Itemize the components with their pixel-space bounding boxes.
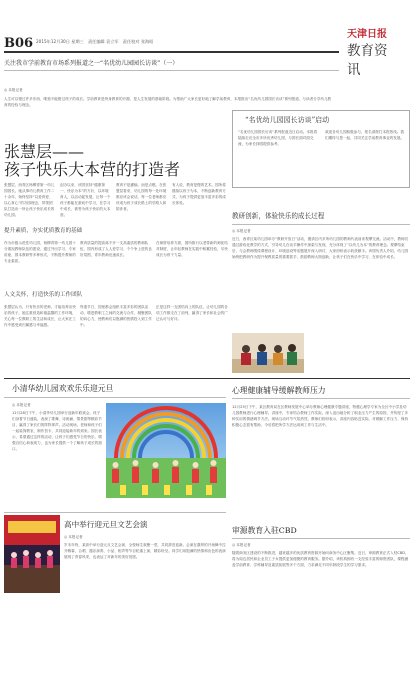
masthead-rule — [4, 51, 339, 53]
subhead-2: 人文关怀，打造快乐的工作团队 — [4, 292, 83, 298]
report1-rule — [232, 224, 410, 225]
photo-kindergarten-staff — [232, 333, 304, 373]
sidebar-text-right: 欢迎各幼儿园积极参与，报名请拨打本报热线。我们期待与您一起，共同关注学前教育事业的发展。 — [325, 130, 405, 140]
intro-paragraph: 人生可以错过许多东西，唯独不能错过孩子的成长。学前教育是终身教育的开端，是人生发展的基础阶段。为帮助广大家长更好地了解学前教育，本报推出“名优幼儿园园长访谈”系列报道，与读者分享幼儿教育的经验与理念。 — [4, 97, 332, 107]
section-title: 教育资讯 — [347, 43, 388, 78]
intro-byline: ◎ 本报记者 — [4, 88, 23, 92]
section-divider — [4, 378, 410, 379]
report5-rule — [232, 538, 410, 539]
report5-byline: ◎ 本报记者 — [232, 543, 251, 547]
photo-high-school-performance — [4, 515, 60, 593]
photo-performance-image — [4, 515, 60, 593]
sidebar-text-left: “名优幼儿园园长访谈”系列报道近日启动。本报将陆续走访全市多所优秀幼儿园，与园长面对面交流，为家长择园提供参考。 — [238, 130, 318, 146]
report3-rule — [232, 398, 410, 399]
report3-headline: 心理健康辅导缓解教师压力 — [232, 386, 326, 395]
sidebar-box — [232, 110, 410, 188]
report1-byline: ◎ 本报记者 — [232, 229, 251, 233]
main-headline-line-2: 孩子快乐大本营的打造者 — [4, 160, 181, 179]
photo-staff-image — [232, 333, 304, 373]
main-text-col-2: 创办以来，该园坚持“健康第一、快乐为本”的方针，以环境育人，以活动促发展，让每一个孩子都能在游戏中学习，在学习中成长，被誉为孩子快乐的大本营。 — [60, 183, 111, 217]
sidebar-title: “名优幼儿园园长访谈”启动 — [245, 116, 330, 124]
section-subhead: 关注我市学前教育市场系列报道之一“名优幼儿园园长访谈”（一） — [4, 60, 179, 67]
sub2-text-col-1: 张慧层认为，只有快乐的老师，才能培养出快乐的孩子。她注重营造和谐温馨的工作环境，关心每一位教职工的生活和成长，让大家在工作中感受到归属感与幸福感。 — [4, 305, 76, 327]
main-text-col-4: 有人说，教育是慢的艺术。园所将继续以孩子为本，不断创新教育方式，为孩子提供更加丰富多彩的成长体验。 — [172, 183, 226, 205]
report2-headline: 小清华幼儿园欢欢乐乐迎元旦 — [12, 384, 114, 393]
page-meta: 2015年12月30日 星期三 责任编辑 袁立军 责任校对 张海昭 — [36, 39, 154, 44]
photo-new-year-celebration — [106, 403, 226, 498]
report4-headline: 高中举行迎元旦文艺会演 — [64, 520, 148, 529]
report2-rule — [4, 397, 226, 398]
main-text-col-1: 张慧层，西青区杨柳青第一幼儿园园长。她从事幼儿教育工作二十余年，始终坚持“以爱育爱、以心育心”的办园理念，带领团队打造出一所让孩子快乐成长的幼儿园。 — [4, 183, 55, 217]
sub2-text-col-2: 每逢节日，园里都会组织丰富多彩的团队活动，增进教职工之间的交流与合作，凝聚团队的向心力，使教师们以饱满的热情投入到工作中。 — [80, 305, 152, 327]
report2-text-left: 12月28日下午，小清华幼儿园举行迎新年联欢会。孩子们身着节日盛装，表演了歌舞、诗朗诵、情景剧等精彩节目，赢得了家长们的阵阵掌声。活动现场，老师和孩子们一起装饰教室、制作贺卡，共同迎接新年的到来。园长表示，希望通过这样的活动，让孩子们感受节日的快乐，增强自信心和表现力，也为家长提供一个了解孩子成长的窗口。 — [12, 411, 102, 451]
photo-celebration-image — [106, 403, 226, 498]
sub1-text-col-3: 在师资培养方面，园所推行以老带新的师徒结对制度，让年轻教师在实践中积累经验，尽快成长为骨干力量。 — [156, 241, 228, 257]
newspaper-logo: 天津日报 — [347, 29, 387, 40]
report1-text: 近日，西青区某幼儿园举办“教研开放日”活动，邀请区内多所幼儿园的教师代表前来观摩交流。活动中，教师们通过游戏化教学的方式，引导幼儿在动手操作中探索与发现，充分体现了“以幼儿为本”的教育理念。观摩结束后，与会教师围绕课程设计、环境创设等话题展开深入研讨，大家纷纷表示收获颇丰。该园负责人介绍，幼儿园始终把教研作为提升保教质量的重要抓手，鼓励教师大胆创新，让孩子们在快乐中学习、在体验中成长。 — [232, 237, 409, 259]
page-number: B06 — [4, 36, 34, 51]
lower-divider — [4, 512, 226, 513]
report3-text: 12月25日下午，某区教育局在区教师发展中心举办教师心理健康专题讲座，特邀心理学专家为全区中小学及幼儿园教师进行心理辅导。讲座中，专家结合教师工作实际，深入浅出地分析了职业压力产生的原因，并传授了多种实用的情绪调节方法。现场互动环节气氛热烈，教师们纷纷表示，讲座内容贴近实际，对缓解工作压力、保持积极心态很有帮助，今后将把所学方法运用到工作与生活中。 — [232, 405, 409, 427]
main-text-col-3: 教育不是灌输，而是点燃。在张慧层看来，幼儿园的每一处环境都应该会说话，每一位老师都应该成为孩子成长路上的引路人和陪伴者。 — [116, 183, 167, 211]
subhead-1: 提升素质，夯实优质教育的基础 — [4, 228, 83, 234]
report5-text: 随着商务区建设的不断推进，越来越多的优质教育资源开始向商务中心区聚集。近日，审源教育正式入驻CBD，将为周边居民和企业员工子女提供更加便捷的教育服务。据介绍，该机构拥有一支经验丰富的师资团队，课程涵盖学前教育、学科辅导及素质拓展等多个方面，力求满足不同年龄段学生的学习需求。 — [232, 551, 409, 567]
sub2-text-col-3: 正是这样一支团结向上的队伍，让幼儿园的各项工作都走在了前列，赢得了家长和社会的广泛认可与好评。 — [156, 305, 228, 321]
report1-headline: 教研创新，体验快乐的成长过程 — [232, 212, 325, 220]
sub1-text-col-2: 教育质量的提高离不开一支高素质的教师队伍，园内形成了人人爱学习、个个争上进的良好氛围，青年教师迅速成长。 — [80, 241, 152, 257]
main-headline-line-1: 张慧层—— — [4, 142, 85, 161]
subhead-rule — [4, 70, 339, 71]
report5-headline: 审源教育入驻CBD — [232, 526, 297, 535]
report4-text: 岁末年终，某高中举行迎元旦文艺会演，全校师生欢聚一堂，共同辞旧迎新。会演在激昂的开场舞中拉开帷幕，合唱、器乐演奏、小品、相声等节目轮番上演，精彩纷呈。同学们用饱满的热情和出色的表演展现了青春风采，也表达了对新年的美好祝愿。 — [64, 543, 226, 559]
report4-byline: ◎ 本报记者 — [64, 535, 83, 539]
sub1-text-col-1: 作为市级示范性幼儿园，杨柳青第一幼儿园十分重视教师队伍的建设，通过外出学习、专家讲座、园本教研等多种形式，不断提升教师的专业素质。 — [4, 241, 76, 263]
report2-byline: ◎ 本报记者 — [12, 403, 31, 407]
